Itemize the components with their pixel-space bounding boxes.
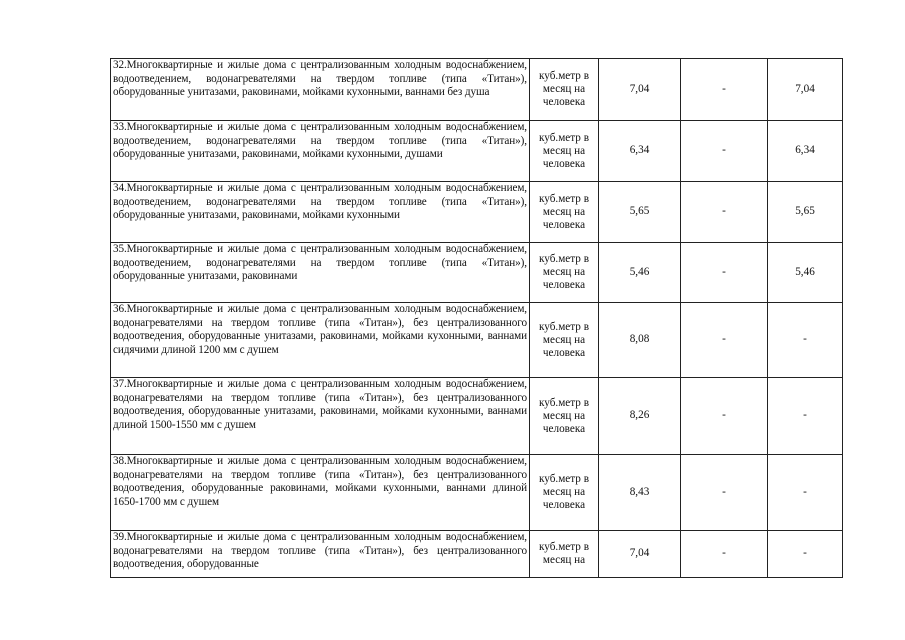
row-value-2: - (681, 531, 768, 578)
table-row (111, 121, 843, 182)
row-value-3: 6,34 (768, 121, 843, 182)
table-row (111, 243, 843, 303)
row-unit: куб.метр в месяц на человека (530, 303, 599, 378)
row-description: 37.Многоквартирные и жилые дома с централизованным холодным водоснабжением, водонагревателями на твердом топливе (типа «Титан»), без централизованного водоотведения, оборудованные унитазами, раковинами, мойками кухонными, ваннами длиной 1500-1550 мм с душем (111, 378, 530, 455)
row-description: 32.Многоквартирные и жилые дома с централизованным холодным водоснабжением, водоотведением, водонагревателями на твердом топливе (типа «Титан»), оборудованные унитазами, раковинами, мойками кухонными, ваннами без душа (111, 59, 530, 121)
table-row (111, 59, 843, 121)
row-description: 33.Многоквартирные и жилые дома с централизованным холодным водоснабжением, водоотведением, водонагревателями на твердом топливе (типа «Титан»), оборудованные унитазами, раковинами, мойками кухонными, душами (111, 121, 530, 182)
row-value-2: - (681, 455, 768, 531)
row-value-3: 7,04 (768, 59, 843, 121)
row-value-2: - (681, 121, 768, 182)
norms-table (110, 58, 843, 578)
row-value-1: 5,65 (599, 182, 681, 243)
row-value-1: 8,08 (599, 303, 681, 378)
table-row (111, 378, 843, 455)
row-value-2: - (681, 59, 768, 121)
row-value-3: - (768, 531, 843, 578)
row-value-2: - (681, 182, 768, 243)
row-description: 39.Многоквартирные и жилые дома с централизованным холодным водоснабжением, водонагревателями на твердом топливе (типа «Титан»), без централизованного водоотведения, оборудованные (111, 531, 530, 578)
row-description: 38.Многоквартирные и жилые дома с централизованным холодным водоснабжением, водонагревателями на твердом топливе (типа «Титан»), без централизованного водоотведения, оборудованные раковинами, мойками кухонными, ваннами длиной 1650-1700 мм с душем (111, 455, 530, 531)
row-value-1: 7,04 (599, 531, 681, 578)
row-unit: куб.метр в месяц на человека (530, 243, 599, 303)
row-value-3: - (768, 455, 843, 531)
row-value-1: 6,34 (599, 121, 681, 182)
row-value-3: 5,46 (768, 243, 843, 303)
row-value-2: - (681, 378, 768, 455)
row-value-1: 5,46 (599, 243, 681, 303)
row-value-2: - (681, 303, 768, 378)
table-row (111, 303, 843, 378)
table-row (111, 455, 843, 531)
row-unit: куб.метр в месяц на человека (530, 121, 599, 182)
row-unit: куб.метр в месяц на человека (530, 378, 599, 455)
row-unit: куб.метр в месяц на человека (530, 182, 599, 243)
row-value-1: 8,26 (599, 378, 681, 455)
row-value-1: 7,04 (599, 59, 681, 121)
row-description: 35.Многоквартирные и жилые дома с централизованным холодным водоснабжением, водоотведением, водонагревателями на твердом топливе (типа «Титан»), оборудованные унитазами, раковинами (111, 243, 530, 303)
row-description: 34.Многоквартирные и жилые дома с централизованным холодным водоснабжением, водоотведением, водонагревателями на твердом топливе (типа «Титан»), оборудованные унитазами, раковинами, мойками кухонными (111, 182, 530, 243)
row-value-2: - (681, 243, 768, 303)
row-unit: куб.метр в месяц на человека (530, 59, 599, 121)
row-value-1: 8,43 (599, 455, 681, 531)
row-unit: куб.метр в месяц на (530, 531, 599, 578)
row-value-3: 5,65 (768, 182, 843, 243)
table-row (111, 182, 843, 243)
row-unit: куб.метр в месяц на человека (530, 455, 599, 531)
table-row (111, 531, 843, 578)
row-value-3: - (768, 378, 843, 455)
row-description: 36.Многоквартирные и жилые дома с централизованным холодным водоснабжением, водонагревателями на твердом топливе (типа «Титан»), без централизованного водоотведения, оборудованные унитазами, раковинами, мойками кухонными, ваннами сидячими длиной 1200 мм с душем (111, 303, 530, 378)
row-value-3: - (768, 303, 843, 378)
